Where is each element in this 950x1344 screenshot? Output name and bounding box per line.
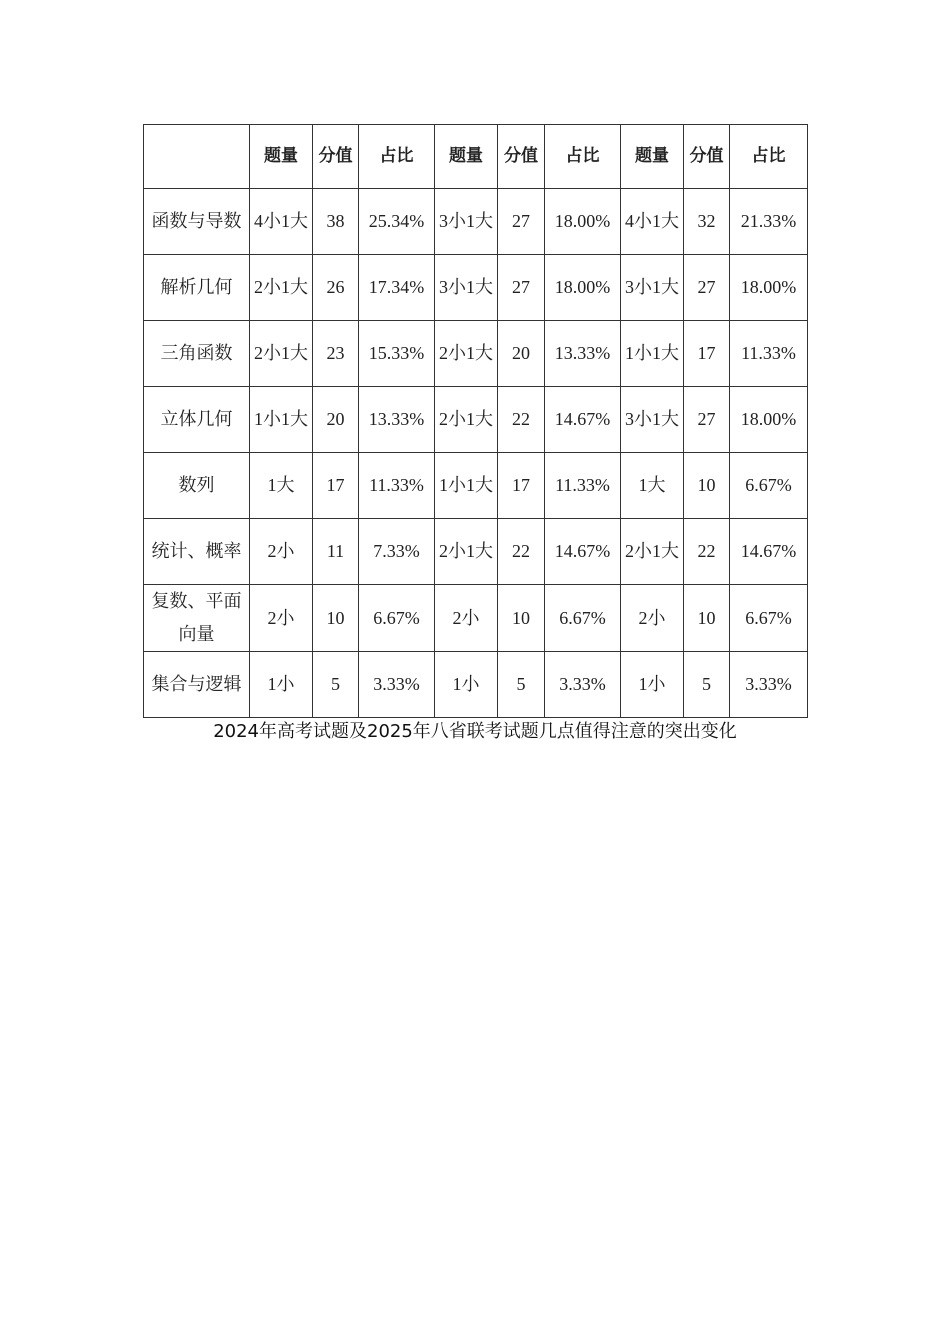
count-cell: 3小1大 bbox=[435, 189, 498, 255]
ratio-cell: 15.33% bbox=[359, 321, 435, 387]
table-row bbox=[144, 519, 808, 585]
count-cell: 3小1大 bbox=[435, 255, 498, 321]
header-cell-score: 分值 bbox=[313, 125, 359, 189]
score-cell: 10 bbox=[684, 585, 730, 652]
ratio-cell: 11.33% bbox=[545, 453, 621, 519]
count-cell: 2小 bbox=[621, 585, 684, 652]
table-header-row bbox=[144, 125, 808, 189]
ratio-cell: 11.33% bbox=[730, 321, 808, 387]
ratio-cell: 3.33% bbox=[730, 652, 808, 718]
score-cell: 27 bbox=[684, 387, 730, 453]
header-cell-score: 分值 bbox=[498, 125, 545, 189]
count-cell: 1大 bbox=[621, 453, 684, 519]
topic-cell: 集合与逻辑 bbox=[144, 652, 250, 718]
ratio-cell: 25.34% bbox=[359, 189, 435, 255]
count-cell: 2小1大 bbox=[250, 255, 313, 321]
score-cell: 32 bbox=[684, 189, 730, 255]
topic-cell: 立体几何 bbox=[144, 387, 250, 453]
header-cell-ratio: 占比 bbox=[359, 125, 435, 189]
topic-cell: 函数与导数 bbox=[144, 189, 250, 255]
ratio-cell: 14.67% bbox=[545, 519, 621, 585]
count-cell: 1小1大 bbox=[250, 387, 313, 453]
score-cell: 27 bbox=[684, 255, 730, 321]
score-cell: 22 bbox=[498, 387, 545, 453]
count-cell: 2小1大 bbox=[435, 321, 498, 387]
ratio-cell: 14.67% bbox=[730, 519, 808, 585]
count-cell: 3小1大 bbox=[621, 255, 684, 321]
score-cell: 10 bbox=[313, 585, 359, 652]
topic-cell: 复数、平面向量 bbox=[144, 585, 250, 652]
ratio-cell: 18.00% bbox=[730, 387, 808, 453]
score-cell: 38 bbox=[313, 189, 359, 255]
header-cell-score: 分值 bbox=[684, 125, 730, 189]
ratio-cell: 6.67% bbox=[545, 585, 621, 652]
score-cell: 5 bbox=[684, 652, 730, 718]
ratio-cell: 18.00% bbox=[730, 255, 808, 321]
score-cell: 22 bbox=[498, 519, 545, 585]
ratio-cell: 7.33% bbox=[359, 519, 435, 585]
score-cell: 17 bbox=[313, 453, 359, 519]
header-cell-topic bbox=[144, 125, 250, 189]
score-cell: 5 bbox=[313, 652, 359, 718]
ratio-cell: 3.33% bbox=[545, 652, 621, 718]
score-cell: 5 bbox=[498, 652, 545, 718]
count-cell: 1小 bbox=[250, 652, 313, 718]
ratio-cell: 11.33% bbox=[359, 453, 435, 519]
header-cell-count: 题量 bbox=[621, 125, 684, 189]
ratio-cell: 3.33% bbox=[359, 652, 435, 718]
table-body bbox=[144, 189, 808, 718]
count-cell: 1大 bbox=[250, 453, 313, 519]
exam-statistics-table bbox=[143, 124, 808, 718]
count-cell: 2小1大 bbox=[435, 519, 498, 585]
score-cell: 22 bbox=[684, 519, 730, 585]
score-cell: 17 bbox=[498, 453, 545, 519]
score-cell: 10 bbox=[684, 453, 730, 519]
ratio-cell: 6.67% bbox=[730, 585, 808, 652]
count-cell: 2小 bbox=[435, 585, 498, 652]
count-cell: 2小1大 bbox=[621, 519, 684, 585]
table-row bbox=[144, 321, 808, 387]
ratio-cell: 21.33% bbox=[730, 189, 808, 255]
topic-cell: 三角函数 bbox=[144, 321, 250, 387]
count-cell: 1小 bbox=[621, 652, 684, 718]
count-cell: 1小 bbox=[435, 652, 498, 718]
count-cell: 2小 bbox=[250, 585, 313, 652]
table-row bbox=[144, 453, 808, 519]
header-cell-count: 题量 bbox=[435, 125, 498, 189]
header-cell-ratio: 占比 bbox=[545, 125, 621, 189]
score-cell: 11 bbox=[313, 519, 359, 585]
count-cell: 4小1大 bbox=[250, 189, 313, 255]
header-cell-count: 题量 bbox=[250, 125, 313, 189]
ratio-cell: 6.67% bbox=[730, 453, 808, 519]
count-cell: 2小1大 bbox=[250, 321, 313, 387]
count-cell: 4小1大 bbox=[621, 189, 684, 255]
topic-cell: 解析几何 bbox=[144, 255, 250, 321]
table-row bbox=[144, 255, 808, 321]
topic-cell: 数列 bbox=[144, 453, 250, 519]
count-cell: 2小 bbox=[250, 519, 313, 585]
header-cell-ratio: 占比 bbox=[730, 125, 808, 189]
score-cell: 17 bbox=[684, 321, 730, 387]
table-row bbox=[144, 189, 808, 255]
score-cell: 23 bbox=[313, 321, 359, 387]
ratio-cell: 6.67% bbox=[359, 585, 435, 652]
score-cell: 26 bbox=[313, 255, 359, 321]
ratio-cell: 13.33% bbox=[545, 321, 621, 387]
score-cell: 27 bbox=[498, 189, 545, 255]
count-cell: 2小1大 bbox=[435, 387, 498, 453]
score-cell: 10 bbox=[498, 585, 545, 652]
count-cell: 1小1大 bbox=[621, 321, 684, 387]
ratio-cell: 18.00% bbox=[545, 189, 621, 255]
topic-cell: 统计、概率 bbox=[144, 519, 250, 585]
count-cell: 3小1大 bbox=[621, 387, 684, 453]
score-cell: 27 bbox=[498, 255, 545, 321]
table-row bbox=[144, 585, 808, 652]
table-row bbox=[144, 652, 808, 718]
score-cell: 20 bbox=[498, 321, 545, 387]
ratio-cell: 18.00% bbox=[545, 255, 621, 321]
count-cell: 1小1大 bbox=[435, 453, 498, 519]
score-cell: 20 bbox=[313, 387, 359, 453]
ratio-cell: 14.67% bbox=[545, 387, 621, 453]
ratio-cell: 13.33% bbox=[359, 387, 435, 453]
table-row bbox=[144, 387, 808, 453]
page-caption: 2024年高考试题及2025年八省联考试题几点值得注意的突出变化 bbox=[213, 721, 737, 742]
ratio-cell: 17.34% bbox=[359, 255, 435, 321]
